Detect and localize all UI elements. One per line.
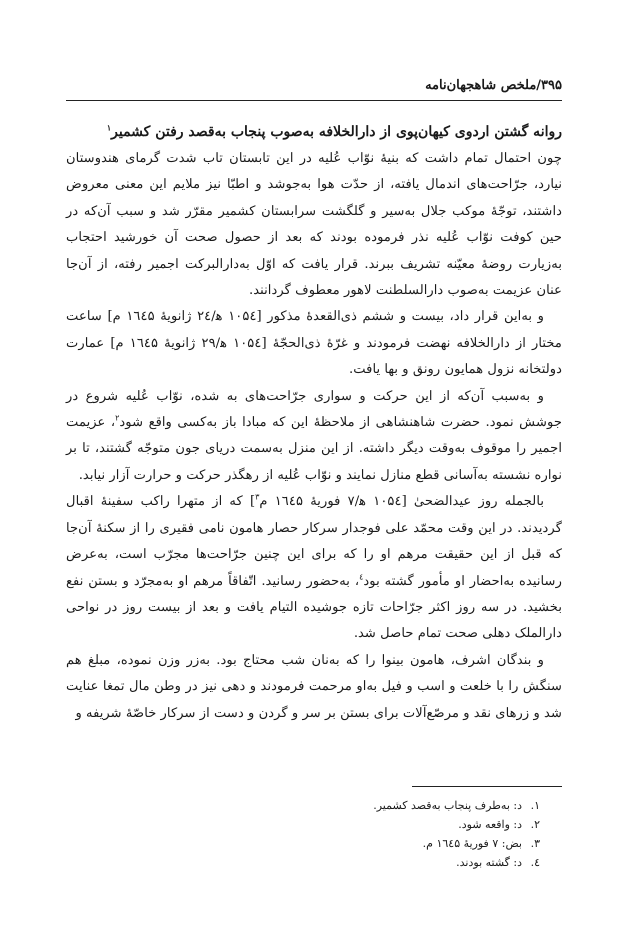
footnote-ref: ٤ [359, 572, 364, 582]
paragraph: و به‌این قرار داد، بیست و ششم ذی‌القعدۀ مذکور [١٠۵٤ ه‍/٢٤ ژانویۀ ١٦٤۵ م] ساعت مختار از دارالخلافه نهضت فرمودند و غرّۀ ذی‌الحجّۀ [١٠۵٤ ه‍/٢٩ ژانویۀ ١٦٤۵ م] عمارت دولتخانه نزول همایون رونق و بها یافت. [66, 309, 562, 378]
running-title: ٣٩۵/ملخص شاهجهان‌نامه [425, 78, 562, 93]
footnote-ref: ١ [106, 122, 112, 133]
main-text [66, 118, 562, 727]
paragraph: چون احتمال تمام داشت که بنیۀ نوّاب عُلیه در این تابستان تاب شدت گرمای هندوستان نیارد، جرّاحت‌های اندمال یافته، از حدّت هوا به‌جوشد و اطبّا نیز ملایم این معنی معروض داشتند، توجّۀ موکب جلال به‌سیر و گلگشت سرابستان کشمیر مقرّر شد و سبب آن‌که در حین کوفت نوّاب عُلیه نذر فرموده بودند که بعد از حصول صحت آن خورشید احتجاب به‌زیارت روضۀ معیّنه تشریف ببرند. قرار یافت که اوّل به‌دارالبرکت اجمیر رفته، از آن‌جا عنان عزیمت به‌صوب دارالسلطنت لاهور معطوف گردانند. [66, 151, 562, 299]
footnote: ١.د: به‌طرف پنجاب به‌قصد کشمیر. [373, 799, 540, 812]
paragraph: و بندگان اشرف، هامون بینوا را که به‌نان شب محتاج بود. به‌زر وزن نموده، مبلغ هم سنگش را با خلعت و اسب و فیل به‌او مرحمت فرمودند و دهی نیز در وطن مال تمغا عنایت شد و زرهای نقد و مرصّع‌آلات برای بستن بر سر و گردن و دست از سرکار خاصّۀ شریفه و [66, 652, 562, 721]
footnote: ٣.بض: ٧ فوریۀ ١٦٤۵ م. [422, 837, 540, 850]
footnote: ٢.د: واقعه شود. [458, 818, 540, 831]
paragraph: و به‌سبب آن‌که از این حرکت و سواری جرّاحت‌های به شده، نوّاب عُلیه شروع در جوشش نمود. حضرت شاهنشاهی از ملاحظۀ این که مبادا باز به‌کسی واقع شود$^٢$، عزیمت اجمیر را موقوف به‌وقت دیگر داشته. از این منزل به‌سمت دریای جون متوجّه گشتند، تا بر نواره نشسته به‌آسانی قطع منازل نمایند و نوّاب عُلیه از رهگذر حرکت و حرارت آزار نیابد. [66, 388, 562, 483]
footnotes [66, 796, 562, 872]
footnote-ref: ٢ [115, 413, 120, 423]
section-title [66, 118, 562, 146]
footnote-divider [412, 786, 562, 787]
footnote: ٤.د: گشته بودند. [456, 856, 540, 869]
footnote-ref: ٣ [255, 492, 260, 502]
section-title-text: روانه گشتن اردوی کیهان‌پوی از دارالخلافه به‌صوب پنجاب به‌قصد رفتن کشمیر [111, 124, 562, 140]
running-header [66, 76, 562, 101]
paragraph: بالجمله روز عیدالضحیٰ [١٠۵٤ ه‍/٧ فوریۀ ١٦٤۵ م$^٣$] که از متهرا راکب سفینۀ اقبال گردیدند. در این وقت محمّد علی فوجدار سرکار حصار هامون نامی فقیری را از سکنۀ آن‌جا که قبل از این حقیقت مرهم او را که برای این چنین جرّاحت‌ها مجرّب است، به‌عرض رسانیده به‌احضار او مأمور گشته بود$^٤$، به‌حضور رسانید. اتّفاقاً مرهم او به‌مجرّد و بستن نفع بخشید. در سه روز اکثر جرّاحات تازه جوشیده التیام یافت و بعد از بیست روز در نواحی دارالملک دهلی صحت تمام حاصل شد. [66, 492, 562, 642]
